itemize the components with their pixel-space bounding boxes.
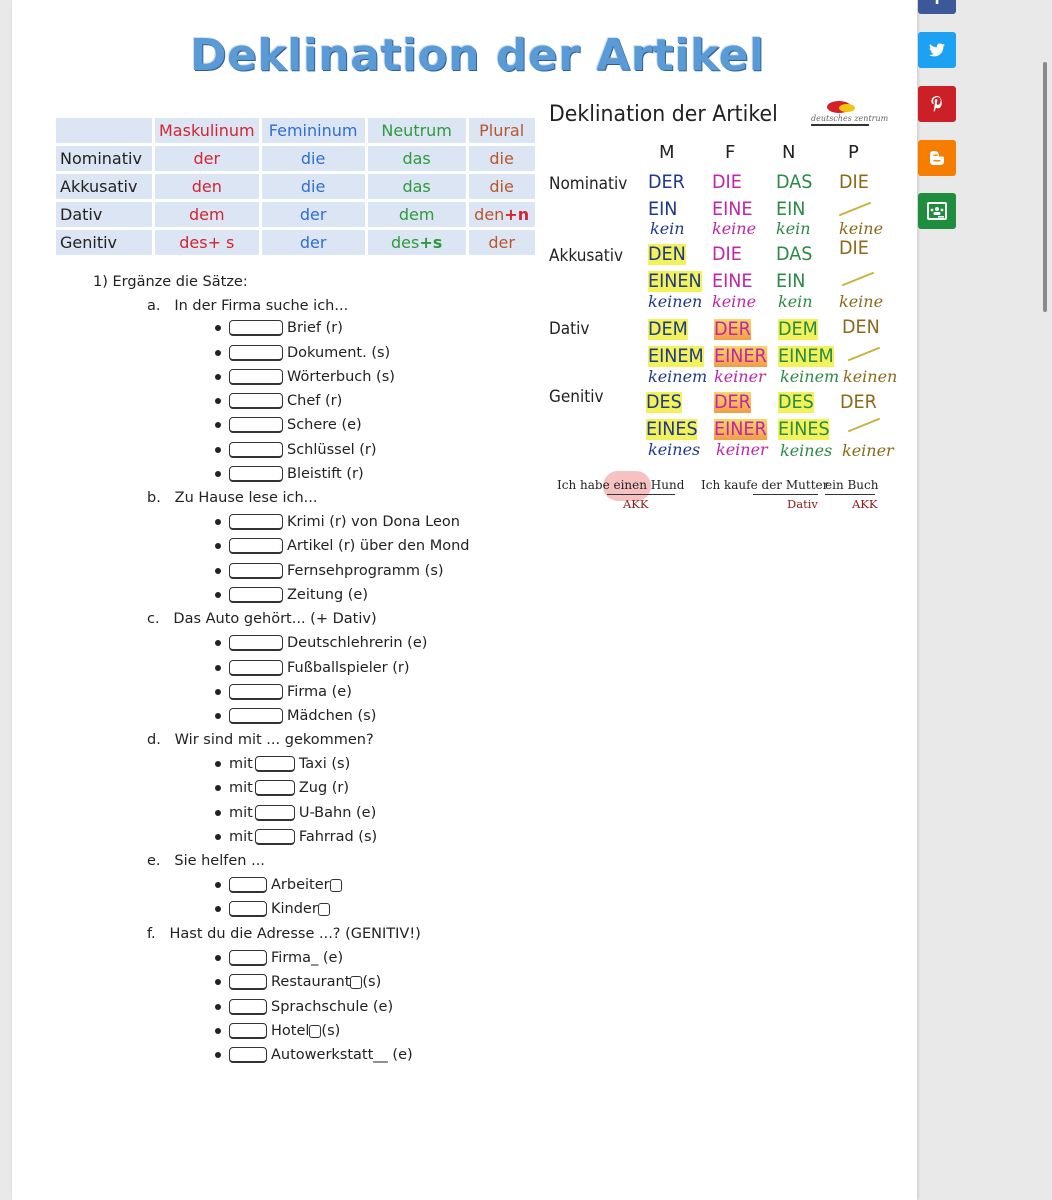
- answer-box[interactable]: [229, 950, 267, 966]
- item-text: Chef (r): [287, 393, 343, 409]
- item-text: Firma_ (e): [271, 950, 344, 966]
- section-prompt: Sie helfen ...: [174, 853, 265, 869]
- blogger-icon[interactable]: [918, 140, 956, 176]
- list-item: [215, 829, 377, 845]
- dat-def-m-text: DEM: [648, 319, 688, 340]
- header-femininum: Femininum: [262, 118, 365, 143]
- cell-p: die: [469, 146, 535, 171]
- list-item: [215, 514, 460, 530]
- gen-ind-m-text: EINES: [646, 419, 698, 440]
- bullet: [215, 979, 221, 985]
- cell-p: [469, 202, 535, 227]
- akk-ind-n: EIN: [776, 271, 806, 292]
- dat-def-f: [714, 319, 751, 340]
- dat-ind-n-text: EINEM: [778, 346, 834, 367]
- dat-def-m: [648, 319, 688, 340]
- section-prompt: Hast du die Adresse ...? (GENITIV!): [169, 926, 421, 942]
- bullet: [215, 689, 221, 695]
- declension-chart-image: [549, 98, 898, 523]
- item-text: Zeitung (e): [287, 587, 368, 603]
- genitive-suffix: + s: [207, 233, 235, 252]
- bullet: [215, 906, 221, 912]
- list-item: [215, 999, 393, 1015]
- answer-box[interactable]: [229, 538, 283, 554]
- list-item: [215, 1023, 340, 1039]
- section-d: [147, 732, 374, 748]
- list-item: [215, 538, 470, 554]
- item-text: Kinder: [271, 901, 318, 917]
- exercise-heading: 1) Ergänze die Sätze:: [93, 274, 248, 290]
- header-plural: Plural: [469, 118, 535, 143]
- cell-f: die: [262, 174, 365, 199]
- cell-f: die: [262, 146, 365, 171]
- page-title: Deklination der Artikel: [190, 30, 765, 81]
- logo-text: deutsches zentrum: [811, 114, 889, 123]
- bullet: [215, 713, 221, 719]
- answer-box[interactable]: [229, 345, 283, 361]
- gen-def-n: [778, 392, 814, 413]
- header-neutrum: Neutrum: [368, 118, 466, 143]
- row-label-genitiv: Genitiv: [549, 387, 604, 407]
- bullet: [215, 955, 221, 961]
- gen-def-m: [646, 392, 682, 413]
- nom-def-n: DAS: [776, 172, 813, 193]
- item-prefix: mit: [229, 756, 253, 772]
- answer-box[interactable]: [229, 587, 283, 603]
- item-text: Restaurant: [271, 974, 351, 990]
- nom-neg-n: kein: [776, 219, 811, 238]
- col-m: M: [659, 142, 675, 163]
- bullet: [215, 834, 221, 840]
- example-tag-3: AKK: [852, 497, 878, 511]
- answer-box[interactable]: [255, 756, 295, 772]
- bullet: [215, 398, 221, 404]
- classroom-icon[interactable]: [918, 193, 956, 229]
- cell-p: der: [469, 230, 535, 255]
- list-item: [215, 417, 362, 433]
- answer-box[interactable]: [229, 901, 267, 917]
- answer-box[interactable]: [255, 805, 295, 821]
- cell-f: der: [262, 230, 365, 255]
- item-text: Deutschlehrerin (e): [287, 635, 428, 651]
- cell-n: dem: [368, 202, 466, 227]
- akk-def-f: DIE: [712, 244, 742, 265]
- item-text: Schere (e): [287, 417, 362, 433]
- list-item: [215, 708, 376, 724]
- list-item: [215, 901, 330, 917]
- item-text: Artikel (r) über den Mond: [287, 538, 470, 554]
- table-row: [56, 202, 535, 227]
- dat-neg-p: keinen: [843, 367, 898, 386]
- dat-ind-n: [778, 346, 834, 367]
- answer-box[interactable]: [229, 708, 283, 724]
- row-label-nominativ: Nominativ: [549, 174, 628, 194]
- section-prompt: Wir sind mit ... gekommen?: [174, 732, 374, 748]
- item-text: U-Bahn (e): [298, 805, 377, 821]
- dat-def-p: DEN: [842, 317, 880, 338]
- bullet: [215, 810, 221, 816]
- table-corner: [56, 118, 152, 143]
- list-item: [215, 877, 342, 893]
- dash-mark: [848, 347, 880, 362]
- list-item: [215, 587, 368, 603]
- item-text: Schlüssel (r): [287, 442, 377, 458]
- twitter-icon[interactable]: [918, 32, 956, 68]
- section-letter: d.: [147, 732, 161, 748]
- item-text: Krimi (r) von Dona Leon: [287, 514, 460, 530]
- list-item: [215, 635, 427, 651]
- dat-def-n-text: DEM: [778, 319, 818, 340]
- gen-neg-f: keiner: [716, 440, 768, 459]
- cell-n-value: des: [390, 233, 420, 252]
- pinterest-icon[interactable]: [918, 86, 956, 122]
- col-p: P: [848, 142, 859, 163]
- list-item: [215, 780, 349, 796]
- bullet: [215, 1004, 221, 1010]
- akk-neg-m: keinen: [648, 292, 703, 311]
- answer-box[interactable]: [229, 999, 267, 1015]
- section-f: [147, 926, 421, 942]
- dat-def-f-text: DER: [714, 319, 751, 340]
- nom-ind-f: EINE: [712, 199, 753, 220]
- akk-neg-p: keine: [839, 292, 884, 311]
- dat-ind-m-text: EINEM: [648, 346, 704, 367]
- item-prefix: mit: [229, 829, 253, 845]
- example-tag-2: Dativ: [787, 497, 818, 511]
- gen-ind-n: [778, 419, 830, 440]
- section-letter: f.: [147, 926, 156, 942]
- scrollbar[interactable]: [1043, 62, 1047, 312]
- item-text: (s): [321, 1023, 341, 1039]
- nom-ind-n: EIN: [776, 199, 806, 220]
- chart-title: Deklination der Artikel: [549, 102, 778, 127]
- facebook-icon[interactable]: [918, 0, 956, 14]
- answer-box[interactable]: [255, 780, 295, 796]
- gen-neg-n: keines: [780, 441, 833, 460]
- bullet: [215, 519, 221, 525]
- akk-def-m-text: DEN: [648, 244, 686, 265]
- item-text: Sprachschule (e): [271, 999, 394, 1015]
- answer-box[interactable]: [229, 393, 283, 409]
- example-tag-1: AKK: [623, 497, 649, 511]
- cell-m: [155, 230, 259, 255]
- gen-def-m-text: DES: [646, 392, 682, 413]
- row-label-dativ: Dativ: [549, 319, 590, 339]
- answer-box[interactable]: [229, 563, 283, 579]
- dash-mark: [848, 418, 880, 433]
- item-text: Brief (r): [287, 320, 343, 336]
- underline: [825, 494, 875, 495]
- section-letter: e.: [147, 853, 161, 869]
- declension-table: [53, 115, 538, 258]
- akk-def-p: DIE: [839, 238, 869, 259]
- bullet: [215, 325, 221, 331]
- cell-n: das: [368, 146, 466, 171]
- answer-box[interactable]: [229, 974, 267, 990]
- list-item: [215, 563, 444, 579]
- gen-neg-m: keines: [648, 440, 701, 459]
- dat-def-n: [778, 319, 818, 340]
- list-item: [215, 442, 377, 458]
- section-letter: a.: [147, 298, 161, 314]
- cell-n: [368, 230, 466, 255]
- bullet: [215, 1052, 221, 1058]
- cell-m-value: des: [179, 233, 208, 252]
- section-e: [147, 853, 265, 869]
- list-item: [215, 660, 410, 676]
- item-text: (s): [362, 974, 382, 990]
- list-item: [215, 974, 381, 990]
- item-text: Wörterbuch (s): [287, 369, 395, 385]
- item-text: Zug (r): [298, 780, 350, 796]
- bullet: [215, 422, 221, 428]
- list-item: [215, 369, 395, 385]
- bullet: [215, 568, 221, 574]
- nom-neg-m: kein: [650, 219, 685, 238]
- bullet: [215, 1028, 221, 1034]
- section-prompt: Zu Hause lese ich...: [174, 490, 318, 506]
- bullet: [215, 640, 221, 646]
- gen-ind-f: [714, 419, 767, 440]
- bullet: [215, 471, 221, 477]
- answer-box[interactable]: [229, 417, 283, 433]
- deutsches-zentrum-logo: [805, 98, 889, 134]
- akk-neg-n: kein: [778, 292, 813, 311]
- akk-neg-f: keine: [712, 292, 757, 311]
- item-text: Taxi (s): [298, 756, 351, 772]
- bullet: [215, 543, 221, 549]
- row-label: Nominativ: [56, 146, 152, 171]
- dat-ind-m: [648, 346, 704, 367]
- dash-mark: [842, 272, 874, 287]
- cell-f: der: [262, 202, 365, 227]
- ending-box[interactable]: [309, 1025, 321, 1038]
- table-header-row: [56, 118, 535, 143]
- answer-box[interactable]: [229, 320, 283, 336]
- item-text: Fernsehprogramm (s): [287, 563, 444, 579]
- example-sentence-3: ein Buch: [825, 478, 879, 492]
- nom-def-p: DIE: [839, 172, 869, 193]
- row-label: Dativ: [56, 202, 152, 227]
- dat-neg-m: keinem: [648, 367, 708, 386]
- answer-box[interactable]: [229, 466, 283, 482]
- bullet: [215, 374, 221, 380]
- answer-box[interactable]: [229, 635, 283, 651]
- item-text: Hotel: [271, 1023, 310, 1039]
- plural-suffix: +n: [504, 205, 530, 224]
- cell-m: dem: [155, 202, 259, 227]
- underline: [753, 494, 818, 495]
- underline: [607, 494, 675, 495]
- gen-ind-n-text: EINES: [778, 419, 830, 440]
- ending-box[interactable]: [330, 879, 342, 892]
- answer-box[interactable]: [229, 1047, 267, 1063]
- item-text: Bleistift (r): [287, 466, 364, 482]
- answer-box[interactable]: [229, 660, 283, 676]
- cell-m: den: [155, 174, 259, 199]
- nom-def-m: DER: [648, 172, 685, 193]
- gen-ind-f-text: EINER: [714, 419, 767, 440]
- item-text: Arbeiter: [271, 877, 330, 893]
- answer-box[interactable]: [229, 442, 283, 458]
- list-item: [215, 1047, 413, 1063]
- section-letter: c.: [147, 611, 160, 627]
- row-label: Akkusativ: [56, 174, 152, 199]
- dat-ind-f-text: EINER: [714, 346, 767, 367]
- dat-ind-f: [714, 346, 767, 367]
- table-row: [56, 146, 535, 171]
- nom-neg-f: keine: [712, 219, 757, 238]
- bullet: [215, 447, 221, 453]
- answer-box[interactable]: [229, 877, 267, 893]
- row-label: Genitiv: [56, 230, 152, 255]
- bullet: [215, 882, 221, 888]
- col-f: F: [725, 142, 736, 163]
- bullet: [215, 350, 221, 356]
- item-text: Firma (e): [287, 684, 352, 700]
- nom-neg-p: keine: [839, 219, 884, 238]
- genitive-suffix: +s: [419, 233, 443, 252]
- section-b: [147, 490, 318, 506]
- gen-def-p: DER: [840, 392, 877, 413]
- gen-def-f-text: DER: [714, 392, 751, 413]
- answer-box[interactable]: [229, 684, 283, 700]
- answer-box[interactable]: [255, 829, 295, 845]
- dat-neg-f: keiner: [714, 367, 766, 386]
- section-prompt: In der Firma suche ich...: [174, 298, 349, 314]
- nom-ind-m: EIN: [648, 199, 678, 220]
- ending-box[interactable]: [350, 976, 362, 989]
- cell-p: die: [469, 174, 535, 199]
- akk-ind-f: EINE: [712, 271, 753, 292]
- list-item: [215, 684, 352, 700]
- table-row: [56, 230, 535, 255]
- bullet: [215, 761, 221, 767]
- item-text: Fahrrad (s): [298, 829, 378, 845]
- section-a: [147, 298, 348, 314]
- nom-def-f: DIE: [712, 172, 742, 193]
- cell-n: das: [368, 174, 466, 199]
- gen-def-f: [714, 392, 751, 413]
- item-text: Mädchen (s): [287, 708, 377, 724]
- gen-ind-m: [646, 419, 698, 440]
- list-item: [215, 950, 343, 966]
- item-text: Dokument. (s): [287, 345, 391, 361]
- item-text: Fußballspieler (r): [287, 660, 410, 676]
- bullet: [215, 592, 221, 598]
- list-item: [215, 756, 350, 772]
- cell-p-value: den: [474, 205, 505, 224]
- answer-box[interactable]: [229, 1023, 267, 1039]
- section-letter: b.: [147, 490, 161, 506]
- row-label-akkusativ: Akkusativ: [549, 246, 624, 266]
- list-item: [215, 320, 343, 336]
- akk-ind-m-text: EINEN: [648, 271, 702, 292]
- list-item: [215, 466, 364, 482]
- table-row: [56, 174, 535, 199]
- example-sentence-2: Ich kaufe der Mutter: [701, 478, 829, 492]
- answer-box[interactable]: [229, 514, 283, 530]
- akk-def-n: DAS: [776, 244, 813, 265]
- answer-box[interactable]: [229, 369, 283, 385]
- section-prompt: Das Auto gehört... (+ Dativ): [173, 611, 377, 627]
- item-prefix: mit: [229, 780, 253, 796]
- section-c: [147, 611, 377, 627]
- item-prefix: mit: [229, 805, 253, 821]
- akk-ind-m: [648, 271, 702, 292]
- cell-m: der: [155, 146, 259, 171]
- list-item: [215, 393, 342, 409]
- list-item: [215, 805, 376, 821]
- ending-box[interactable]: [318, 903, 330, 916]
- dash-mark: [839, 202, 871, 217]
- gen-def-n-text: DES: [778, 392, 814, 413]
- gen-neg-p: keiner: [842, 441, 894, 460]
- header-maskulinum: Maskulinum: [155, 118, 259, 143]
- example-sentence-1: Ich habe einen Hund: [557, 478, 685, 492]
- col-n: N: [782, 142, 796, 163]
- item-text: Autowerkstatt__ (e): [271, 1047, 413, 1063]
- akk-def-m: [648, 244, 686, 265]
- bullet: [215, 665, 221, 671]
- list-item: [215, 345, 390, 361]
- dat-neg-n: keinem: [780, 367, 840, 386]
- bullet: [215, 785, 221, 791]
